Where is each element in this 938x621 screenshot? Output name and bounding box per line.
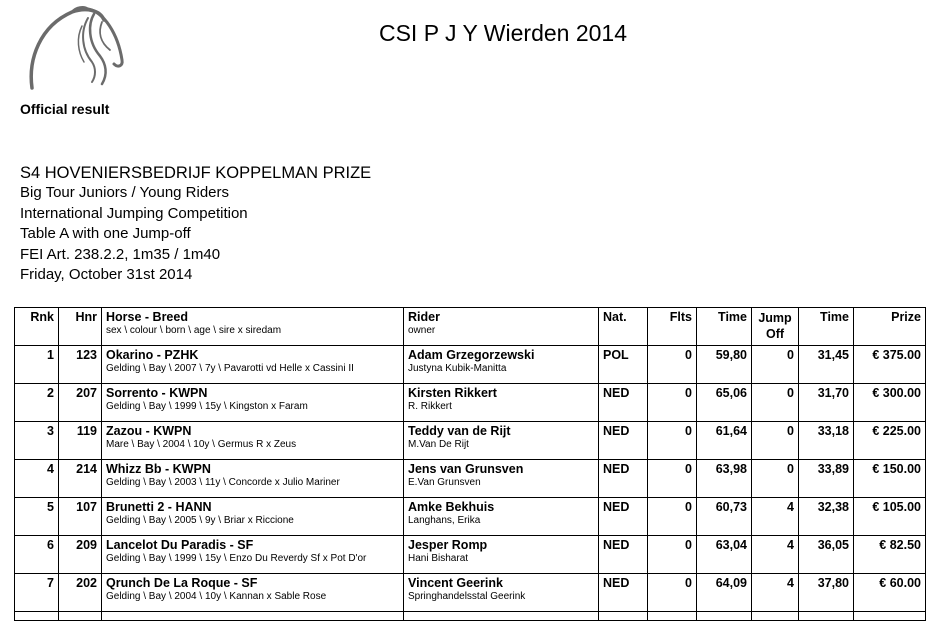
cell-rider <box>404 498 599 536</box>
cell-jumpoff-time <box>799 536 854 574</box>
table-row <box>15 574 926 612</box>
prize: € 105.00 <box>872 500 921 514</box>
faults: 0 <box>685 576 692 590</box>
owner-name: E.Van Grunsven <box>408 477 481 488</box>
rank: 3 <box>47 424 54 438</box>
cell-jumpoff-time <box>799 346 854 384</box>
table-row <box>15 536 926 574</box>
nationality: NED <box>603 500 630 514</box>
col-header-nat: Nat. <box>599 308 648 346</box>
cell-nat <box>599 574 648 612</box>
cell-jumpoff-time <box>799 574 854 612</box>
cell-rnk <box>15 574 59 612</box>
cell-time <box>697 346 752 384</box>
jump-header-label: Jump <box>758 311 792 325</box>
col-header-hnr: Hnr <box>59 308 102 346</box>
horse-name: Okarino - PZHK <box>106 348 199 362</box>
cell-hnr <box>59 460 102 498</box>
jumpoff-faults: 0 <box>787 348 794 362</box>
cell-nat <box>599 384 648 422</box>
cell-hnr <box>59 346 102 384</box>
cell-jumpoff-faults <box>752 574 799 612</box>
table-row <box>15 460 926 498</box>
horse-info: Gelding \ Bay \ 2003 \ 11y \ Concorde x Julio Mariner <box>106 477 340 488</box>
cell-hnr <box>59 422 102 460</box>
horse-header-label: Horse - Breed <box>106 310 188 324</box>
cell-jumpoff-faults <box>752 460 799 498</box>
rank: 2 <box>47 386 54 400</box>
competition-line: Big Tour Juniors / Young Riders <box>20 184 230 202</box>
jumpoff-time: 37,80 <box>817 576 849 590</box>
jumpoff-time: 36,05 <box>817 538 849 552</box>
head-number: 207 <box>76 386 97 400</box>
rank: 7 <box>47 576 54 590</box>
cell-rider <box>404 422 599 460</box>
cell-jumpoff-faults <box>752 536 799 574</box>
competition-line: International Jumping Competition <box>20 204 248 222</box>
owner-name: R. Rikkert <box>408 401 452 412</box>
cell-jumpoff-time <box>799 422 854 460</box>
faults: 0 <box>685 500 692 514</box>
rank: 5 <box>47 500 54 514</box>
nationality: NED <box>603 424 630 438</box>
cell-jumpoff-time <box>799 460 854 498</box>
cell-nat <box>599 536 648 574</box>
owner-name: Justyna Kubik-Manitta <box>408 363 507 374</box>
horse-info: Gelding \ Bay \ 1999 \ 15y \ Kingston x Faram <box>106 401 308 412</box>
competition-line: FEI Art. 238.2.2, 1m35 / 1m40 <box>20 245 221 263</box>
cell-rnk <box>15 346 59 384</box>
prize: € 225.00 <box>872 424 921 438</box>
horse-info: Mare \ Bay \ 2004 \ 10y \ Germus R x Zeus <box>106 439 297 450</box>
owner-name: Hani Bisharat <box>408 553 469 564</box>
cell-rider <box>404 346 599 384</box>
time: 63,04 <box>715 538 747 552</box>
head-number: 214 <box>76 462 97 476</box>
rank: 4 <box>47 462 54 476</box>
cell-horse <box>102 384 404 422</box>
table-row <box>15 498 926 536</box>
prize: € 60.00 <box>879 576 921 590</box>
cell-jumpoff-time <box>799 498 854 536</box>
jumpoff-faults: 4 <box>787 538 794 552</box>
table-row-partial <box>15 612 926 621</box>
cell-rider <box>404 384 599 422</box>
head-number: 119 <box>76 424 97 438</box>
horse-name: Lancelot Du Paradis - SF <box>106 538 254 552</box>
table-row <box>15 422 926 460</box>
cell-time <box>697 536 752 574</box>
cell-jumpoff-faults <box>752 346 799 384</box>
time: 61,64 <box>715 424 747 438</box>
faults: 0 <box>685 386 692 400</box>
cell-flts <box>648 460 697 498</box>
jumpoff-time: 33,18 <box>817 424 849 438</box>
time: 59,80 <box>715 348 747 362</box>
cell-prize <box>854 346 926 384</box>
nationality: NED <box>603 538 630 552</box>
col-header-flts: Flts <box>648 308 697 346</box>
cell-flts <box>648 498 697 536</box>
table-row <box>15 346 926 384</box>
col-header-time-jumpoff: Time <box>799 308 854 346</box>
horse-name: Whizz Bb - KWPN <box>106 462 211 476</box>
time: 64,09 <box>715 576 747 590</box>
cell-horse <box>102 422 404 460</box>
cell-jumpoff-faults <box>752 498 799 536</box>
head-number: 202 <box>76 576 97 590</box>
cell-flts <box>648 346 697 384</box>
nationality: NED <box>603 576 630 590</box>
rank: 1 <box>47 348 54 362</box>
prize: € 82.50 <box>879 538 921 552</box>
time: 60,73 <box>715 500 747 514</box>
faults: 0 <box>685 424 692 438</box>
cell-prize <box>854 384 926 422</box>
cell-flts <box>648 536 697 574</box>
cell-time <box>697 498 752 536</box>
rider-name: Amke Bekhuis <box>408 500 495 514</box>
cell-rider <box>404 574 599 612</box>
cell-rider <box>404 460 599 498</box>
competition-info <box>20 163 371 285</box>
prize: € 300.00 <box>872 386 921 400</box>
col-header-rnk: Rnk <box>15 308 59 346</box>
horse-name: Qrunch De La Roque - SF <box>106 576 258 590</box>
cell-time <box>697 422 752 460</box>
jumpoff-time: 32,38 <box>817 500 849 514</box>
horse-info: Gelding \ Bay \ 1999 \ 15y \ Enzo Du Reverdy Sf x Pot D'or <box>106 553 367 564</box>
col-header-jump-off <box>752 308 799 346</box>
cell-prize <box>854 498 926 536</box>
faults: 0 <box>685 462 692 476</box>
time: 65,06 <box>715 386 747 400</box>
horse-info: Gelding \ Bay \ 2007 \ 7y \ Pavarotti vd Helle x Cassini II <box>106 363 354 374</box>
head-number: 123 <box>76 348 97 362</box>
nationality: NED <box>603 386 630 400</box>
cell-flts <box>648 574 697 612</box>
jumpoff-faults: 0 <box>787 424 794 438</box>
rider-name: Vincent Geerink <box>408 576 503 590</box>
cell-time <box>697 574 752 612</box>
cell-hnr <box>59 384 102 422</box>
owner-name: Springhandelsstal Geerink <box>408 591 526 602</box>
cell-jumpoff-time <box>799 384 854 422</box>
nationality: NED <box>603 462 630 476</box>
faults: 0 <box>685 348 692 362</box>
results-table <box>14 307 926 621</box>
cell-jumpoff-faults <box>752 422 799 460</box>
rank: 6 <box>47 538 54 552</box>
rider-name: Teddy van de Rijt <box>408 424 511 438</box>
competition-name: S4 HOVENIERSBEDRIJF KOPPELMAN PRIZE <box>20 164 372 182</box>
rider-header-label: Rider <box>408 310 440 324</box>
rider-name: Jens van Grunsven <box>408 462 524 476</box>
event-title: CSI P J Y Wierden 2014 <box>378 20 628 46</box>
col-header-time: Time <box>697 308 752 346</box>
horse-name: Brunetti 2 - HANN <box>106 500 212 514</box>
cell-time <box>697 460 752 498</box>
jumpoff-time: 33,89 <box>817 462 849 476</box>
horse-name: Sorrento - KWPN <box>106 386 208 400</box>
cell-prize <box>854 422 926 460</box>
jumpoff-time: 31,70 <box>817 386 849 400</box>
cell-rnk <box>15 384 59 422</box>
cell-nat <box>599 460 648 498</box>
cell-prize <box>854 536 926 574</box>
off-header-label: Off <box>765 327 785 341</box>
horse-header-sub: sex \ colour \ born \ age \ sire x siredam <box>106 325 282 336</box>
competition-line: Table A with one Jump-off <box>20 225 191 243</box>
head-number: 209 <box>76 538 97 552</box>
col-header-horse <box>102 308 404 346</box>
rider-name: Jesper Romp <box>408 538 488 552</box>
cell-flts <box>648 422 697 460</box>
prize: € 375.00 <box>872 348 921 362</box>
cell-rider <box>404 536 599 574</box>
prize: € 150.00 <box>872 462 921 476</box>
cell-rnk <box>15 536 59 574</box>
cell-nat <box>599 346 648 384</box>
rider-name: Kirsten Rikkert <box>408 386 497 400</box>
cell-nat <box>599 422 648 460</box>
faults: 0 <box>685 538 692 552</box>
cell-horse <box>102 536 404 574</box>
owner-name: M.Van De Rijt <box>408 439 469 450</box>
col-header-prize: Prize <box>854 308 926 346</box>
cell-rnk <box>15 422 59 460</box>
col-header-rider <box>404 308 599 346</box>
cell-flts <box>648 384 697 422</box>
cell-horse <box>102 460 404 498</box>
cell-hnr <box>59 536 102 574</box>
jumpoff-faults: 4 <box>787 576 794 590</box>
head-number: 107 <box>76 500 97 514</box>
horse-head-logo-icon <box>26 4 126 90</box>
competition-date: Friday, October 31st 2014 <box>20 266 193 284</box>
cell-rnk <box>15 498 59 536</box>
time: 63,98 <box>715 462 747 476</box>
cell-time <box>697 384 752 422</box>
horse-info: Gelding \ Bay \ 2004 \ 10y \ Kannan x Sable Rose <box>106 591 327 602</box>
cell-jumpoff-faults <box>752 384 799 422</box>
jumpoff-faults: 4 <box>787 500 794 514</box>
cell-horse <box>102 574 404 612</box>
cell-horse <box>102 498 404 536</box>
jumpoff-time: 31,45 <box>817 348 849 362</box>
nationality: POL <box>603 348 629 362</box>
cell-prize <box>854 460 926 498</box>
table-row <box>15 384 926 422</box>
rider-header-sub: owner <box>408 325 436 336</box>
cell-prize <box>854 574 926 612</box>
rider-name: Adam Grzegorzewski <box>408 348 535 362</box>
owner-name: Langhans, Erika <box>408 515 481 526</box>
cell-hnr <box>59 498 102 536</box>
cell-nat <box>599 498 648 536</box>
cell-horse <box>102 346 404 384</box>
cell-rnk <box>15 460 59 498</box>
horse-info: Gelding \ Bay \ 2005 \ 9y \ Briar x Riccione <box>106 515 294 526</box>
jumpoff-faults: 0 <box>787 386 794 400</box>
table-header-row <box>15 308 926 346</box>
cell-hnr <box>59 574 102 612</box>
official-result-label: Official result <box>20 101 110 117</box>
jumpoff-faults: 0 <box>787 462 794 476</box>
horse-name: Zazou - KWPN <box>106 424 192 438</box>
